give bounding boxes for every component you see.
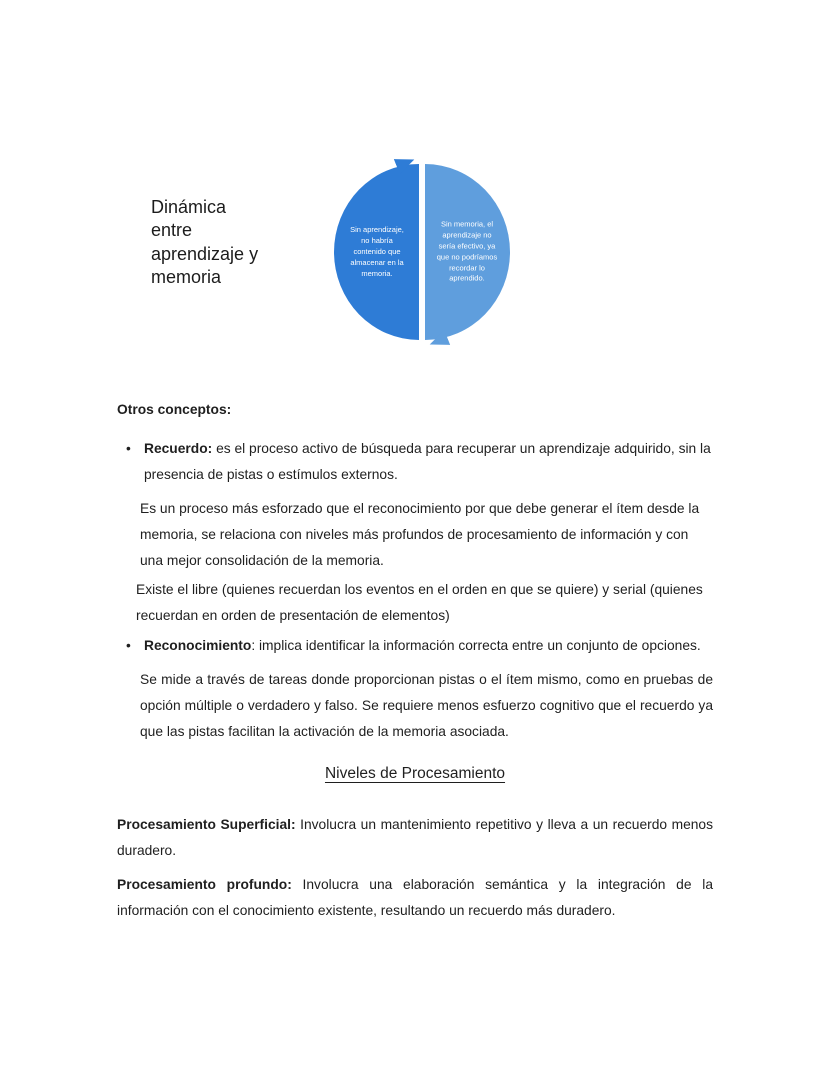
recuerdo-term: Recuerdo:	[144, 441, 213, 456]
paragraph-superficial	[117, 812, 713, 864]
reconocimiento-definition: : implica identificar la información correcta entre un conjunto de opciones.	[251, 638, 701, 653]
diagram-left-half	[334, 164, 419, 340]
page-title: Dinámica entre aprendizaje y memoria	[151, 197, 259, 288]
recuerdo-definition: es el proceso activo de búsqueda para recuperar un aprendizaje adquirido, sin la presencia de pistas o estímulos externos.	[144, 441, 711, 482]
profundo-definition: Involucra una elaboración semántica y la integración de la información con el conocimiento existente, resultando un recuerdo más duradero.	[117, 877, 714, 918]
section-heading-niveles: Niveles de Procesamiento	[324, 765, 506, 782]
reconocimiento-paragraph: Se mide a través de tareas donde proporcionan pistas o el ítem mismo, como en pruebas de opción múltiple o verdadero y falso. Se requiere menos esfuerzo cognitivo que el recuerdo ya que las pistas facilitan la activación de la memoria asociada.	[140, 672, 713, 739]
diagram-left-text: Sin aprendizaje, no habría contenido que almacenar en la memoria.	[350, 224, 404, 278]
body-content	[0, 397, 828, 924]
concepts-heading: Otros conceptos:	[117, 402, 232, 417]
reconocimiento-term: Reconocimiento	[144, 638, 252, 653]
bullet-recuerdo	[117, 436, 713, 488]
diagram-right-half	[425, 164, 510, 340]
profundo-term: Procesamiento profundo:	[117, 877, 292, 892]
recuerdo-paragraph-2: Existe el libre (quienes recuerdan los eventos en el orden en que se quiere) y serial (quienes recuerdan en orden de presentación de elementos)	[136, 582, 703, 623]
cycle-diagram	[334, 164, 510, 340]
hero-section	[0, 0, 828, 397]
paragraph-profundo	[117, 872, 713, 924]
bullet-reconocimiento	[117, 633, 713, 659]
recuerdo-paragraph-1: Es un proceso más esforzado que el reconocimiento por que debe generar el ítem desde la memoria, se relaciona con niveles más profundos de procesamiento de información y con una mejor consolidación de la memoria.	[140, 501, 700, 568]
superficial-term: Procesamiento Superficial:	[117, 817, 296, 832]
diagram-right-text: Sin memoria, el aprendizaje no sería efectivo, ya que no podríamos recordar lo aprendido.	[436, 219, 498, 283]
superficial-definition: Involucra un mantenimiento repetitivo y lleva a un recuerdo menos duradero.	[117, 817, 714, 858]
